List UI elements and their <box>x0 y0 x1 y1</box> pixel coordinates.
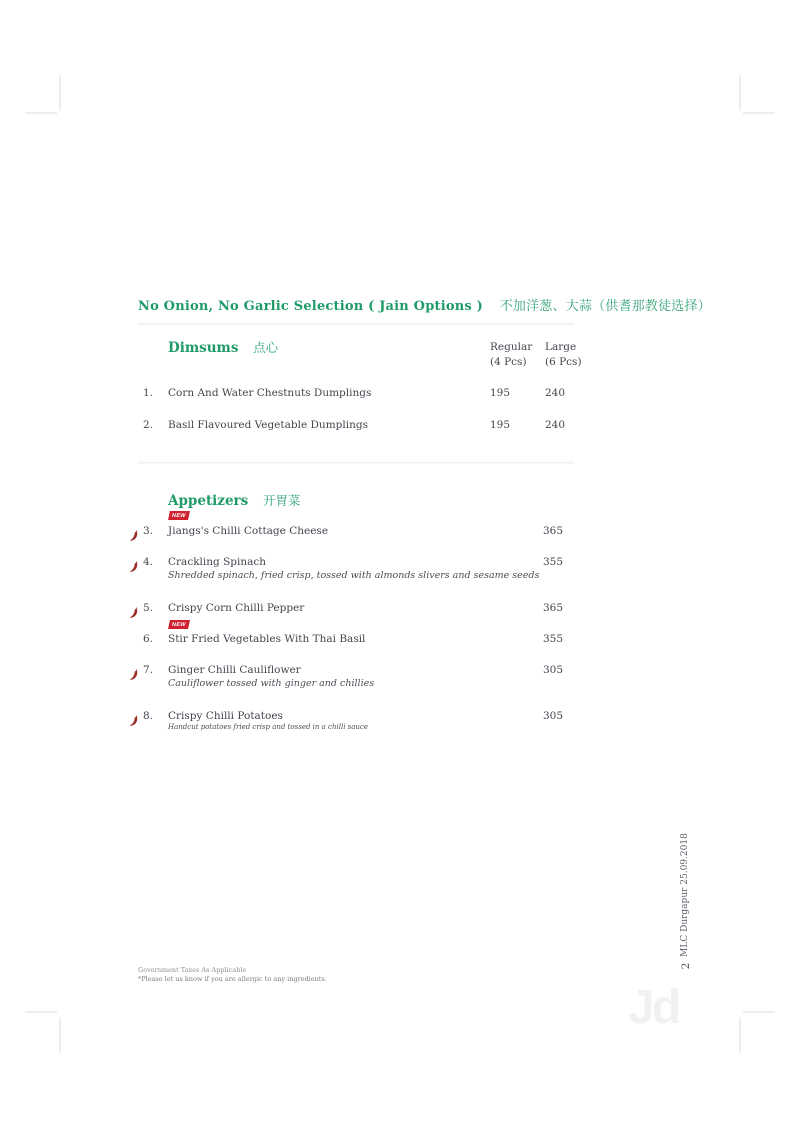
section-heading-english: Dimsums <box>168 340 239 356</box>
section-heading-chinese: 开胃菜 <box>262 493 301 508</box>
item-number: 4. <box>142 556 153 568</box>
menu-item-row <box>0 419 800 435</box>
item-price-regular: 195 <box>490 387 511 399</box>
page-title-english: No Onion, No Garlic Selection ( Jain Options ) <box>138 299 483 314</box>
section-heading-dimsums <box>168 338 278 356</box>
crop-mark <box>743 1011 775 1013</box>
crop-mark <box>25 1011 57 1013</box>
crop-mark <box>59 1017 61 1053</box>
column-sublabel: (4 Pcs) <box>490 356 527 368</box>
page-title <box>138 295 758 314</box>
item-description: Shredded spinach, fried crisp, tossed with almonds slivers and sesame seeds <box>168 570 540 581</box>
divider <box>138 323 574 325</box>
column-header-regular <box>490 340 542 370</box>
item-price: 355 <box>542 556 563 568</box>
item-number: 3. <box>142 525 153 537</box>
print-revision-note: MLC Durgapur 25.09.2018 <box>680 833 690 957</box>
footer-allergy-note: *Please let us know if you are allergic to any ingredients. <box>138 975 327 983</box>
column-sublabel: (6 Pcs) <box>545 356 582 368</box>
item-name: Crispy Corn Chilli Pepper <box>168 602 305 614</box>
menu-item-row <box>0 633 800 649</box>
menu-item-row <box>0 556 800 581</box>
crop-mark <box>739 1017 741 1053</box>
page-title-chinese: 不加洋葱、大蒜（供耆那教徒选择） <box>499 299 711 314</box>
footer-tax-note: Government Taxes As Applicable <box>138 966 247 974</box>
item-number: 5. <box>142 602 153 614</box>
justdial-watermark: Jd <box>628 981 679 1034</box>
item-description: Cauliflower tossed with ginger and chillies <box>168 678 375 689</box>
column-header-large <box>545 340 597 370</box>
item-name: Corn And Water Chestnuts Dumplings <box>168 387 372 399</box>
section-heading-appetizers <box>168 491 301 509</box>
section-heading-chinese: 点心 <box>253 340 279 355</box>
menu-item-row <box>0 664 800 689</box>
item-number: 6. <box>142 633 153 645</box>
item-price-large: 240 <box>545 387 566 399</box>
item-price: 365 <box>542 525 563 537</box>
item-price-regular: 195 <box>490 419 511 431</box>
new-badge: NEW <box>168 511 190 520</box>
item-price: 365 <box>542 602 563 614</box>
item-price: 305 <box>542 710 563 722</box>
crop-mark <box>59 75 61 111</box>
item-description: Handcut potatoes fried crisp and tossed in a chilli sauce <box>168 723 368 731</box>
crop-mark <box>25 112 57 114</box>
column-label: Large <box>545 341 577 353</box>
item-price: 305 <box>542 664 563 676</box>
item-name: Crispy Chilli Potatoes <box>168 710 283 722</box>
page-number: 2 <box>680 962 692 970</box>
item-number: 2. <box>142 419 153 431</box>
menu-item-row <box>0 387 800 403</box>
item-number: 1. <box>142 387 153 399</box>
item-name: Basil Flavoured Vegetable Dumplings <box>168 419 368 431</box>
item-price-large: 240 <box>545 419 566 431</box>
crop-mark <box>743 112 775 114</box>
column-label: Regular <box>490 341 533 353</box>
item-number: 7. <box>142 664 153 676</box>
footer-notes <box>138 966 327 984</box>
divider <box>138 462 574 464</box>
item-name: Jiangs's Chilli Cottage Cheese <box>168 525 329 537</box>
section-heading-english: Appetizers <box>168 493 249 509</box>
menu-item-row <box>0 525 800 541</box>
item-name: Stir Fried Vegetables With Thai Basil <box>168 633 366 645</box>
item-name: Crackling Spinach <box>168 556 267 568</box>
item-name: Ginger Chilli Cauliflower <box>168 664 301 676</box>
crop-mark <box>739 75 741 111</box>
new-badge: NEW <box>168 620 190 629</box>
item-number: 8. <box>142 710 153 722</box>
menu-item-row <box>0 602 800 618</box>
menu-item-row <box>0 710 800 731</box>
item-price: 355 <box>542 633 563 645</box>
